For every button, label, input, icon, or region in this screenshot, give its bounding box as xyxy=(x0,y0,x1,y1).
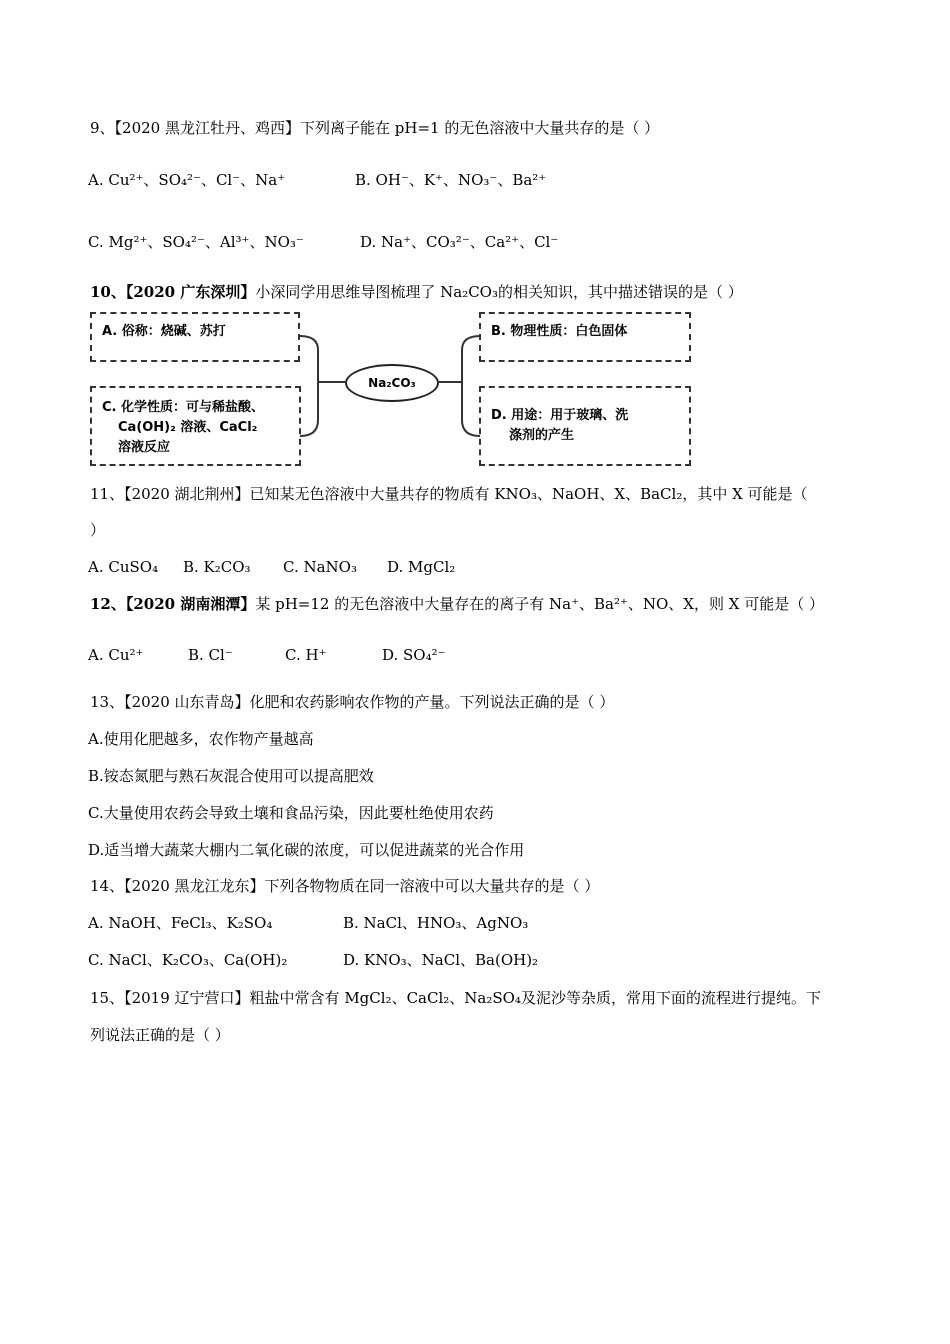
q10-stem: 10、【2020 广东深圳】小深同学用思维导图梳理了 Na₂CO₃的相关知识，其中描述错误的是（ ） xyxy=(90,283,743,301)
q13-stem: 13、【2020 山东青岛】化肥和农药影响农作物的产量。下列说法正确的是（ ） xyxy=(90,693,615,711)
q14-option-a: A. NaOH、FeCl₃、K₂SO₄ xyxy=(88,914,273,932)
q11-option-d: D. MgCl₂ xyxy=(387,558,456,576)
q13-option-a: A.使用化肥越多，农作物产量越高 xyxy=(88,730,314,748)
q9-option-b: B. OH⁻、K⁺、NO₃⁻、Ba²⁺ xyxy=(355,171,547,189)
q9-stem: 9、【2020 黑龙江牡丹、鸡西】下列离子能在 pH=1 的无色溶液中大量共存的是（ ） xyxy=(90,119,660,137)
q9-option-a: A. Cu²⁺、SO₄²⁻、Cl⁻、Na⁺ xyxy=(88,171,286,189)
q11-stem: 11、【2020 湖北荆州】已知某无色溶液中大量共存的物质有 KNO₃、NaOH、X、BaCl₂，其中 X 可能是（ xyxy=(90,485,808,503)
q15-stem-cont: 列说法正确的是（ ） xyxy=(90,1026,230,1044)
q11-option-b: B. K₂CO₃ xyxy=(183,558,251,576)
q13-option-c: C.大量使用农药会导致土壤和食品污染，因此要杜绝使用农药 xyxy=(88,804,494,822)
q14-option-b: B. NaCl、HNO₃、AgNO₃ xyxy=(343,914,529,932)
q11-stem-cont: ） xyxy=(90,521,106,539)
center-node-na2co3: Na₂CO₃ xyxy=(345,364,439,402)
q14-stem: 14、【2020 黑龙江龙东】下列各物物质在同一溶液中可以大量共存的是（ ） xyxy=(90,877,600,895)
box-a: A. 俗称：烧碱、苏打 xyxy=(90,312,300,362)
q13-option-b: B.铵态氮肥与熟石灰混合使用可以提高肥效 xyxy=(88,767,374,785)
q12-stem: 12、【2020 湖南湘潭】某 pH=12 的无色溶液中大量存在的离子有 Na⁺、Ba²⁺、NO、X，则 X 可能是（ ） xyxy=(90,595,824,613)
box-c: C. 化学性质：可与稀盐酸、 Ca(OH)₂ 溶液、CaCl₂ 溶液反应 xyxy=(90,386,301,466)
q12-option-d: D. SO₄²⁻ xyxy=(382,646,446,664)
q15-stem: 15、【2019 辽宁营口】粗盐中常含有 MgCl₂、CaCl₂、Na₂SO₄及泥沙等杂质，常用下面的流程进行提纯。下 xyxy=(90,989,821,1007)
q9-option-d: D. Na⁺、CO₃²⁻、Ca²⁺、Cl⁻ xyxy=(360,233,559,251)
box-b: B. 物理性质：白色固体 xyxy=(479,312,691,362)
q9-option-c: C. Mg²⁺、SO₄²⁻、Al³⁺、NO₃⁻ xyxy=(88,233,304,251)
q13-option-d: D.适当增大蔬菜大棚内二氧化碳的浓度，可以促进蔬菜的光合作用 xyxy=(88,841,525,859)
box-d: D. 用途：用于玻璃、洗 涤剂的产生 xyxy=(479,386,691,466)
q11-option-a: A. CuSO₄ xyxy=(88,558,159,576)
q12-option-b: B. Cl⁻ xyxy=(188,646,233,664)
q11-option-c: C. NaNO₃ xyxy=(283,558,357,576)
q14-option-d: D. KNO₃、NaCl、Ba(OH)₂ xyxy=(343,951,539,969)
q14-option-c: C. NaCl、K₂CO₃、Ca(OH)₂ xyxy=(88,951,288,969)
q12-option-a: A. Cu²⁺ xyxy=(88,646,144,664)
q12-option-c: C. H⁺ xyxy=(285,646,327,664)
